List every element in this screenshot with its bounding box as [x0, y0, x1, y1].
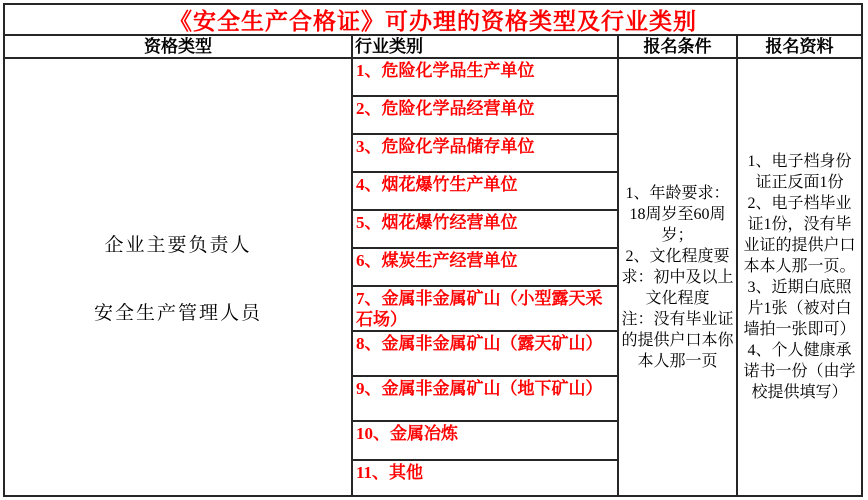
table-title: 《安全生产合格证》可办理的资格类型及行业类别	[169, 9, 697, 34]
material-item: 3、近期白底照片1张（被对白墙拍一张即可）	[743, 279, 856, 338]
industry-row: 10、金属冶炼	[353, 422, 617, 461]
industry-row: 11、其他	[356, 463, 424, 482]
header-industry-category: 行业类别	[353, 36, 619, 57]
condition-item: 1、年龄要求：18周岁至60周岁；	[625, 184, 730, 244]
qualification-type-item: 安全生产管理人员	[93, 302, 262, 324]
industry-row: 8、金属非金属矿山（露天矿山）	[353, 332, 617, 377]
material-item: 1、电子档身份证正反面1份	[747, 153, 852, 191]
header-registration-conditions: 报名条件	[619, 36, 738, 57]
table-header-row	[5, 36, 861, 59]
material-item: 2、电子档毕业证1份，没有毕业证的提供户口本本人那一页。	[743, 195, 856, 275]
qualification-type-item: 企业主要负责人	[104, 234, 252, 256]
material-item: 4、个人健康承诺书一份（由学校提供填写）	[743, 342, 856, 401]
header-qualification-type: 资格类型	[5, 36, 353, 57]
qualification-type-cell	[5, 59, 353, 495]
industry-row: 2、危险化学品经营单位	[353, 97, 617, 135]
industry-row: 3、危险化学品储存单位	[353, 135, 617, 173]
industry-row: 1、危险化学品生产单位	[353, 59, 617, 97]
qualification-table	[3, 3, 863, 497]
registration-materials-cell	[738, 59, 861, 495]
table-body	[5, 59, 861, 495]
condition-item: 2、文化程度要求：初中及以上文化程度	[621, 247, 734, 307]
industry-category-list	[353, 59, 619, 495]
industry-row: 4、烟花爆竹生产单位	[353, 173, 617, 211]
industry-row: 6、煤炭生产经营单位	[353, 249, 617, 287]
registration-conditions-cell	[619, 59, 738, 495]
header-registration-materials: 报名资料	[765, 37, 834, 56]
industry-row: 5、烟花爆竹经营单位	[353, 211, 617, 249]
industry-row: 7、金属非金属矿山（小型露天采石场）	[353, 287, 617, 332]
industry-row: 9、金属非金属矿山（地下矿山）	[353, 377, 617, 422]
condition-item: 注：没有毕业证的提供户口本你本人那一页	[621, 310, 734, 370]
table-title-row	[5, 5, 861, 36]
